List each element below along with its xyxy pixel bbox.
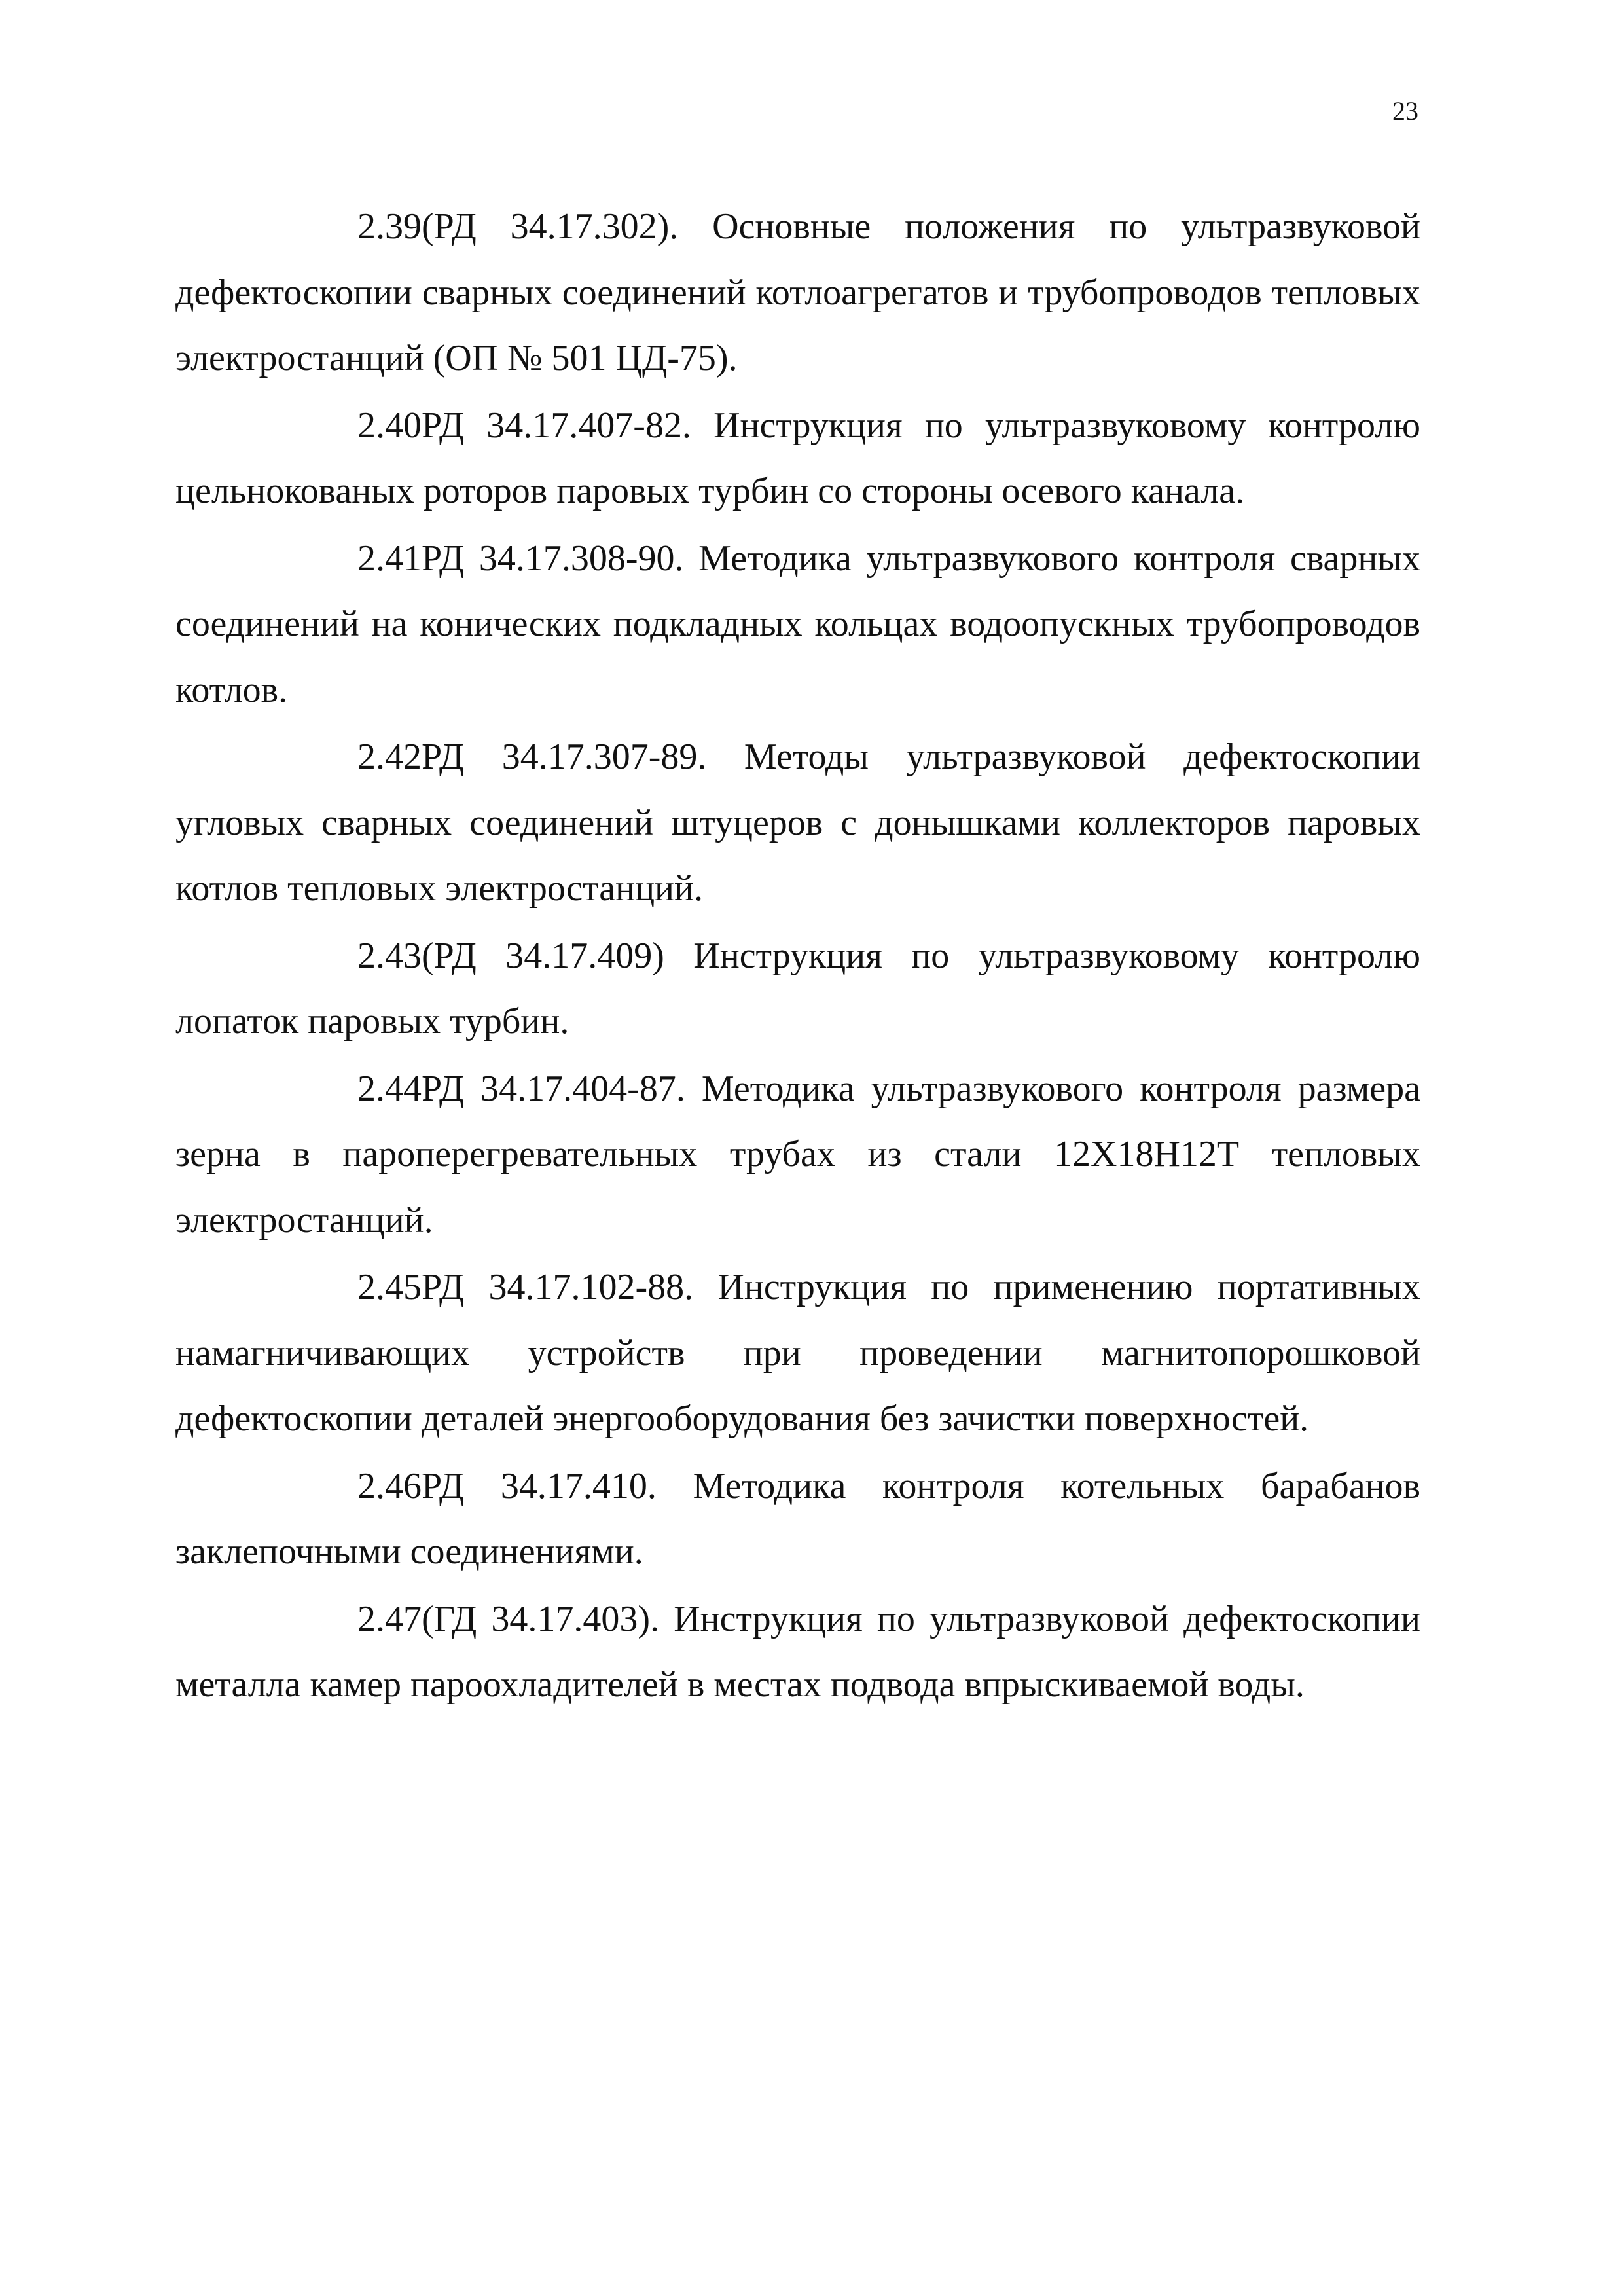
item-number: 2.43 bbox=[357, 935, 422, 976]
document-body bbox=[175, 194, 1420, 1719]
item-text: РД 34.17.307-89. Методы ультразвуковой дефектоскопии угловых сварных соединений штуцеров с донышками коллекторов паровых котлов тепловых электростанций. bbox=[175, 737, 1420, 909]
item-text: РД 34.17.410. Методика контроля котельных барабанов заклепочными соединениями. bbox=[175, 1465, 1420, 1572]
item-number: 2.40 bbox=[357, 405, 422, 446]
item-text: РД 34.17.102-88. Инструкция по применению портативных намагничивающих устройств при проведении магнитопорошковой дефектоскопии деталей энергооборудования без зачистки поверхностей. bbox=[175, 1267, 1420, 1439]
reference-item-2-42 bbox=[175, 724, 1420, 922]
reference-item-2-44 bbox=[175, 1056, 1420, 1254]
item-text: РД 34.17.404-87. Методика ультразвукового контроля размера зерна в пароперегревательных трубах из стали 12Х18Н12Т тепловых электростанций. bbox=[175, 1068, 1420, 1241]
reference-item-2-39 bbox=[175, 194, 1420, 392]
item-number: 2.47 bbox=[357, 1598, 422, 1639]
item-text: (РД 34.17.409) Инструкция по ультразвуковому контролю лопаток паровых турбин. bbox=[175, 935, 1420, 1042]
reference-item-2-46 bbox=[175, 1453, 1420, 1585]
item-number: 2.39 bbox=[357, 206, 422, 247]
item-text: (РД 34.17.302). Основные положения по ультразвуковой дефектоскопии сварных соединений котлоагрегатов и трубопроводов тепловых электростанций (ОП № 501 ЦД-75). bbox=[175, 206, 1420, 378]
item-text: РД 34.17.308-90. Методика ультразвукового контроля сварных соединений на конических подкладных кольцах водоопускных трубопроводов котлов. bbox=[175, 538, 1420, 710]
reference-item-2-41 bbox=[175, 526, 1420, 723]
reference-item-2-43 bbox=[175, 923, 1420, 1055]
page-number: 23 bbox=[1392, 96, 1418, 126]
item-text: РД 34.17.407-82. Инструкция по ультразвуковому контролю цельнокованых роторов паровых турбин со стороны осевого канала. bbox=[175, 405, 1420, 511]
item-number: 2.42 bbox=[357, 737, 422, 777]
reference-item-2-47 bbox=[175, 1586, 1420, 1718]
reference-item-2-40 bbox=[175, 393, 1420, 524]
item-number: 2.45 bbox=[357, 1267, 422, 1307]
item-number: 2.44 bbox=[357, 1068, 422, 1109]
item-text: (ГД 34.17.403). Инструкция по ультразвуковой дефектоскопии металла камер пароохладителей в местах подвода впрыскиваемой воды. bbox=[175, 1598, 1420, 1705]
item-number: 2.46 bbox=[357, 1465, 422, 1506]
reference-item-2-45 bbox=[175, 1254, 1420, 1452]
item-number: 2.41 bbox=[357, 538, 422, 579]
